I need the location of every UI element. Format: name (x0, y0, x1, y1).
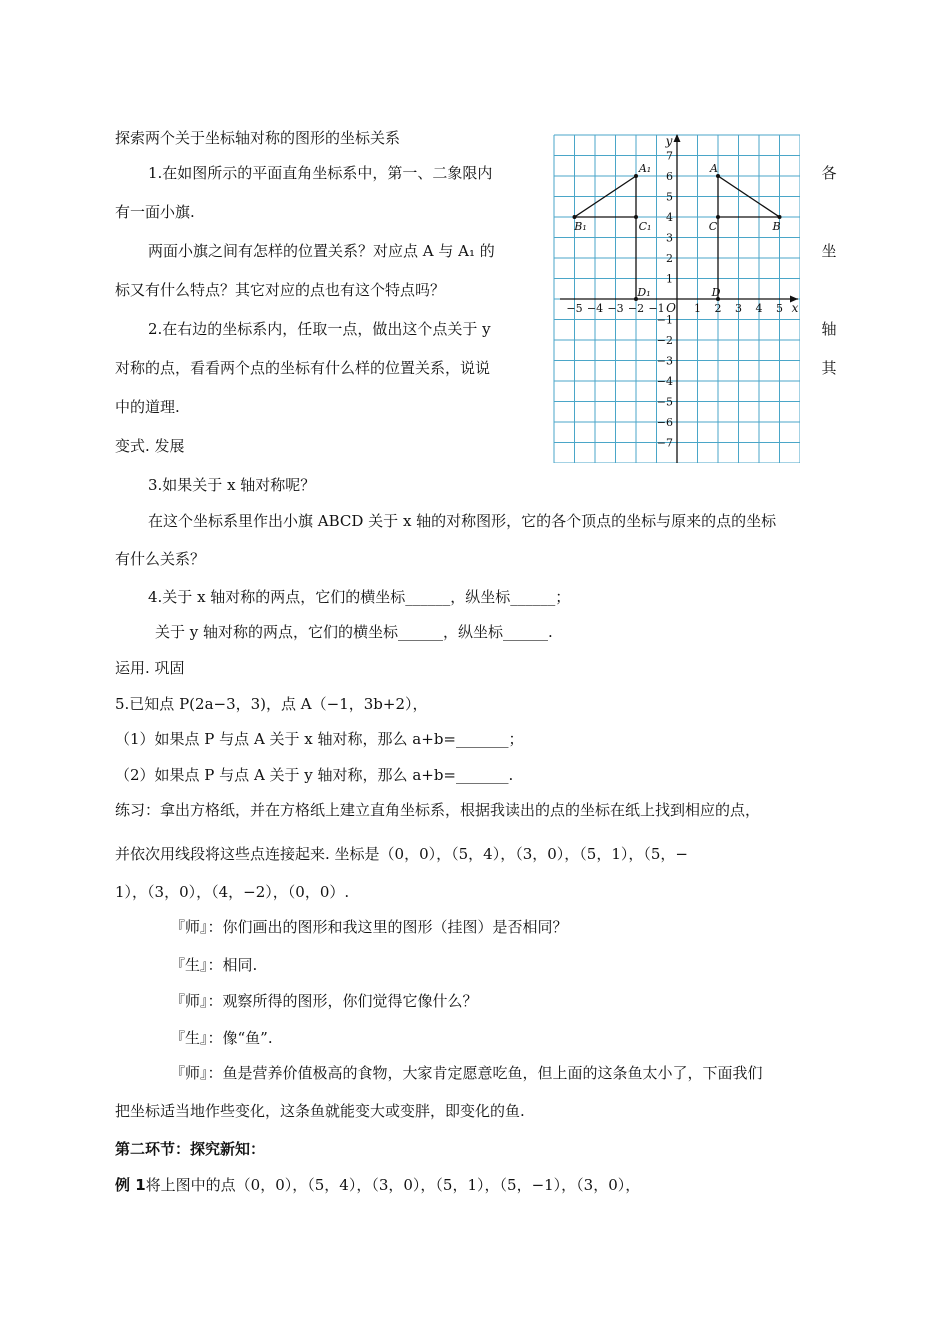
dialog-line-2: 『生』：相同. (170, 956, 258, 974)
y-tick-label: 3 (666, 231, 673, 245)
y-tick-label: −4 (656, 375, 673, 388)
y-tick-label: −3 (656, 354, 673, 368)
q1-line-1: 1.在如图所示的平面直角坐标系中，第一、二象限内 (148, 164, 493, 182)
y-axis-label: y (665, 134, 673, 148)
point-label-a1: A₁ (638, 162, 652, 175)
point-label-c1: C₁ (638, 220, 652, 233)
section-2-heading: 第二环节：探究新知： (115, 1140, 266, 1158)
q5-line-2: （1）如果点 P 与点 A 关于 x 轴对称，那么 a+b=_______； (115, 730, 524, 748)
x-tick-label: −1 (648, 302, 665, 315)
y-tick-label: −7 (656, 436, 673, 450)
practice-line-3: 1），（3，0），（4，−2），（0，0）. (115, 883, 350, 901)
dialog-line-5: 『师』：鱼是营养价值极高的食物，大家肯定愿意吃鱼，但上面的这条鱼太小了，下面我们 (170, 1064, 763, 1082)
point-label-d: D (711, 286, 721, 299)
y-tick-label: 5 (666, 190, 673, 204)
q1-line-4: 标又有什么特点？其它对应的点也有这个特点吗？ (115, 281, 446, 299)
point-label-b: B (772, 220, 781, 233)
flag-vertex (634, 215, 638, 219)
point-label-a: A (710, 162, 718, 175)
variant-heading: 变式. 发展 (115, 437, 185, 455)
q2-line-1: 2.在右边的坐标系内，任取一点，做出这个点关于 y (148, 320, 491, 338)
q2-line-3: 中的道理. (115, 398, 180, 416)
y-tick-label: 1 (666, 272, 673, 286)
dialog-line-4: 『生』：像“鱼”. (170, 1029, 273, 1047)
point-label-b1: B₁ (574, 220, 587, 233)
q1-line-3: 两面小旗之间有怎样的位置关系？对应点 A 与 A₁ 的 (148, 242, 495, 260)
explore-heading: 探索两个关于坐标轴对称的图形的坐标关系 (115, 129, 401, 147)
flag-vertex (573, 215, 577, 219)
x-tick-label: 3 (735, 302, 742, 315)
example-1-label: 例 1 (115, 1176, 146, 1194)
y-tick-label: −1 (656, 313, 673, 327)
example-1-text: 将上图中的点（0，0），（5，4），（3，0），（5，1），（5，−1），（3，0）， (145, 1176, 641, 1194)
flag-vertex (634, 174, 638, 178)
dialog-line-6: 把坐标适当地作些变化，这条鱼就能变大或变胖，即变化的鱼. (115, 1102, 525, 1120)
dialog-line-1: 『师』：你们画出的图形和我这里的图形（挂图）是否相同？ (170, 918, 568, 936)
origin-label: O (666, 301, 676, 315)
q1-line-2: 有一面小旗. (115, 203, 195, 221)
y-tick-label: −2 (656, 334, 673, 347)
q3-line-3: 有什么关系？ (115, 550, 206, 568)
q4-line-1: 4.关于 x 轴对称的两点，它们的横坐标______，纵坐标______； (148, 588, 571, 606)
flag-vertex (778, 215, 782, 219)
practice-line-2: 并依次用线段将这些点连接起来. 坐标是（0，0），（5，4），（3，0），（5，1），（5，− (115, 845, 688, 863)
q5-line-1: 5.已知点 P(2a−3，3)，点 A（−1，3b+2）， (115, 695, 428, 713)
flag-vertex (716, 215, 720, 219)
y-tick-label: −6 (656, 416, 673, 429)
practice-line-1: 练习：拿出方格纸，并在方格纸上建立直角坐标系，根据我读出的点的坐标在纸上找到相应的点， (115, 801, 761, 819)
x-tick-label: −3 (607, 302, 624, 315)
x-tick-label: −5 (566, 302, 583, 315)
y-tick-label: 2 (666, 252, 673, 265)
x-tick-label: 2 (714, 302, 722, 315)
q5-line-3: （2）如果点 P 与点 A 关于 y 轴对称，那么 a+b=_______. (115, 766, 514, 784)
example-1-line (115, 1175, 640, 1195)
q2-side-char-2: 其 (821, 359, 837, 377)
x-tick-label: −2 (627, 302, 645, 315)
q1-side-char-2: 坐 (821, 242, 837, 260)
q2-side-char-1: 轴 (821, 320, 837, 338)
x-axis-label: x (791, 301, 799, 315)
x-tick-label: −4 (586, 302, 604, 315)
point-label-c: C (708, 220, 718, 233)
y-tick-label: 6 (666, 170, 673, 183)
dialog-line-3: 『师』：观察所得的图形，你们觉得它像什么？ (170, 992, 478, 1010)
apply-heading: 运用. 巩固 (115, 659, 185, 677)
coordinate-grid-figure (552, 133, 800, 463)
q3-line-1: 3.如果关于 x 轴对称呢？ (148, 476, 316, 494)
x-tick-label: 4 (755, 302, 763, 315)
q2-line-2: 对称的点，看看两个点的坐标有什么样的位置关系，说说 (115, 359, 491, 377)
q1-side-char-1: 各 (821, 164, 837, 182)
q3-line-2: 在这个坐标系里作出小旗 ABCD 关于 x 轴的对称图形，它的各个顶点的坐标与原来的点的坐标 (148, 512, 777, 530)
axes (560, 134, 798, 463)
q4-line-2: 关于 y 轴对称的两点，它们的横坐标______，纵坐标______. (155, 623, 553, 641)
x-tick-label: 1 (694, 302, 701, 315)
tick-labels (566, 134, 798, 450)
point-label-d1: D₁ (637, 286, 651, 299)
y-tick-label: −5 (656, 395, 673, 409)
x-tick-label: 5 (776, 302, 783, 315)
y-tick-label: 7 (666, 149, 673, 163)
y-tick-label: 4 (666, 211, 673, 224)
